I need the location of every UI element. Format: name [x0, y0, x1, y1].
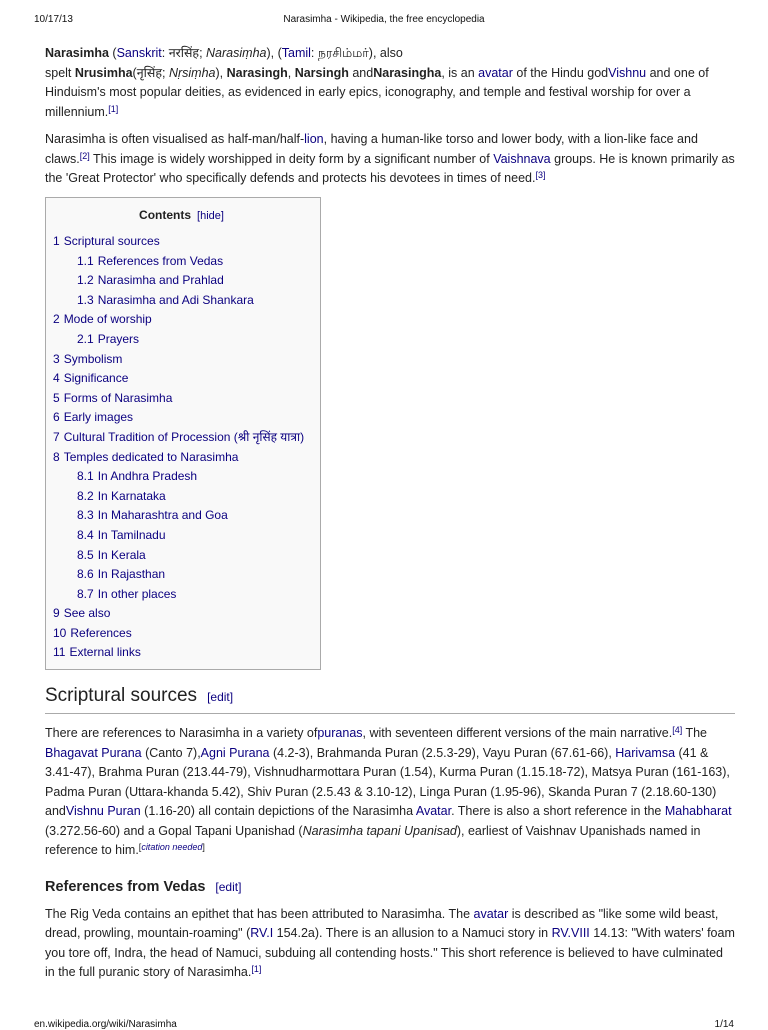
section-title: Scriptural sources — [45, 685, 198, 707]
toc-item[interactable] — [53, 506, 310, 526]
section-title: References from Vedas — [45, 878, 206, 895]
toc-number: 1 — [53, 234, 60, 248]
edit-section-link[interactable]: [edit] — [215, 879, 242, 894]
toc-link[interactable] — [77, 567, 165, 581]
toc-link[interactable] — [53, 234, 160, 248]
toc-number: 8.2 — [77, 488, 94, 503]
toc-label: In Tamilnadu — [97, 527, 166, 542]
toc-label: Prayers — [97, 331, 140, 346]
article-body — [45, 44, 735, 991]
paragraph-text: , with seventeen different versions of the main narrative. — [362, 726, 673, 741]
sanskrit-link[interactable]: Sanskrit — [116, 46, 162, 60]
toc-number: 1.2 — [77, 273, 94, 288]
toc-item[interactable] — [53, 271, 310, 291]
paragraph-text: (1.16-20) all contain depictions of the Narasimha — [140, 804, 416, 819]
paragraph-text: 154.2a). There is an allusion to a Namuci story in — [273, 926, 552, 941]
alt-name: Narasingh — [226, 65, 288, 80]
description-paragraph — [45, 130, 735, 189]
paragraph-text: (41 & 3.41-47), Brahma Puran (213.44-79), Vishnudharmottara Puran (1.54), Kurma Puran (1.15.18-72), Matsya Puran (161-163), Padma Puran (Uttara-khanda 5.42), Shiv Puran (2.5.43 & 3.10-12), Linga Puran (1.95-96), Skanda Puran 7 (2.18.60-130) and — [45, 745, 730, 819]
toc-number: 10 — [53, 625, 67, 640]
citation-link[interactable]: [1] — [251, 964, 262, 975]
alt-name: Narasingha — [373, 65, 442, 80]
harivamsa-link[interactable]: Harivamsa — [615, 745, 676, 760]
toc-item[interactable] — [53, 448, 310, 468]
toc-link[interactable] — [53, 410, 133, 424]
citation-link[interactable]: [2] — [79, 150, 90, 161]
rv-viii-link[interactable]: RV.VIII — [551, 926, 590, 941]
intro-paragraph: Narasimha (Sanskrit: नरसिंह; Narasiṃha), (Tamil: நரசிம்மர்), also spelt Nrusimha(नृसिंह; Nṛsiṃha), Narasingh, Narsingh andNarasingha, is an avatar of the Hindu godVishnu and one of Hinduism's most popular deities, as evidenced in early epics, iconography, and temple and festival worship for over a millennium.[1] — [45, 46, 709, 119]
paragraph-text: The Rig Veda contains an epithet that has been attributed to Narasimha. The — [45, 906, 474, 921]
mahabharat-link[interactable]: Mahabharat — [664, 804, 732, 819]
intro-text: , also — [372, 46, 403, 60]
toc-item[interactable] — [53, 546, 310, 566]
toc-label: In Karnataka — [97, 488, 166, 503]
toc-number: 7 — [53, 429, 60, 444]
lion-link[interactable]: lion — [304, 132, 324, 146]
edit-section-link[interactable]: [edit] — [207, 690, 234, 705]
tamil-link[interactable]: Tamil — [281, 46, 311, 60]
intro-text: one of Hinduism's most popular deities, as evidenced in early epics, iconography, and temple and festival worship for over a millennium. — [45, 65, 709, 119]
alt-name: Narsingh — [294, 65, 349, 80]
toc-link[interactable] — [77, 332, 139, 346]
paragraph-text: The — [682, 726, 708, 741]
section-heading-references-from-vedas — [45, 877, 735, 897]
page-number: 1/14 — [714, 1019, 734, 1030]
toc-link[interactable] — [77, 489, 166, 503]
puranas-link[interactable]: puranas — [317, 726, 363, 741]
toc-label: Scriptural sources — [63, 234, 160, 248]
toc-label: Narasimha and Prahlad — [97, 273, 224, 288]
toc-number: 8.6 — [77, 567, 94, 582]
toc-item[interactable] — [53, 330, 310, 350]
toc-link[interactable] — [53, 352, 122, 366]
toc-number: 1.3 — [77, 292, 94, 307]
toc-label: In Andhra Pradesh — [97, 469, 198, 484]
toc-item[interactable] — [53, 252, 310, 272]
toc-link[interactable] — [77, 254, 223, 268]
toc-label: In Maharashtra and Goa — [97, 508, 228, 523]
scriptural-sources-paragraph: There are references to Narasimha in a variety ofpuranas, with seventeen different versions of the main narrative.[4] The Bhagavat Purana (Canto 7),Agni Purana (4.2-3), Brahmanda Puran (2.5.3-29), Vayu Puran (67.61-66), Harivamsa (41 & 3.41-47), Brahma Puran (213.44-79), Vishnudharmottara Puran (1.54), Kurma Puran (1.15.18-72), Matsya Puran (161-163), Padma Puran (Uttara-khanda 5.42), Shiv Puran (2.5.43 & 3.10-12), Linga Puran (1.95-96), Skanda Puran 7 (2.18.60-130) andVishnu Puran (1.16-20) all contain depictions of the Narasimha Avatar. There is also a short reference in the Mahabharat (3.272.56-60) and a Gopal Tapani Upanishad (Narasimha tapani Upanisad), earliest of Vaishnav Upanishads named in reference to him.[citation needed] — [45, 725, 732, 858]
tamil-text: நரசிம்மர் — [317, 46, 369, 60]
toc-link[interactable] — [53, 606, 110, 620]
toc-item[interactable] — [53, 428, 310, 448]
toc-label: Mode of worship — [63, 312, 152, 327]
toc-item[interactable] — [53, 585, 310, 605]
paragraph-text: is described as "like some wild beast, dread, prowling, mountain-roaming" ( — [45, 906, 719, 941]
toc-label: Temples dedicated to Narasimha — [63, 449, 239, 464]
toc-item[interactable] — [53, 487, 310, 507]
toc-item[interactable] — [53, 369, 310, 389]
toc-number: 6 — [53, 410, 60, 425]
toc-item[interactable] — [53, 408, 310, 428]
toc-label: Forms of Narasimha — [63, 390, 173, 405]
toc-link[interactable] — [53, 371, 128, 385]
toc-title: Contents — [139, 207, 192, 222]
paragraph-text: 14.13: "With waters' foam you tore off, Indra, the head of Namuci, subduing all contending hosts." This short reference is believed to have culminated in the full puranic story of Narasimha. — [45, 926, 735, 980]
toc-link[interactable] — [53, 430, 304, 444]
toc-number: 5 — [53, 390, 60, 405]
toc-item[interactable] — [53, 624, 310, 644]
toc-label: In other places — [97, 586, 177, 601]
alt-name: Nrusimha — [74, 65, 133, 80]
toc-label: Symbolism — [63, 351, 123, 366]
bhagavat-purana-link[interactable]: Bhagavat Purana — [45, 745, 142, 760]
toc-number: 8.1 — [77, 469, 94, 484]
toc-link[interactable] — [53, 312, 152, 326]
toc-item[interactable] — [53, 565, 310, 585]
toc-number: 11 — [53, 645, 66, 660]
toc-item[interactable] — [53, 526, 310, 546]
upanishad-title: Narasimha tapani Upanisad — [302, 823, 457, 838]
toc-link[interactable] — [77, 587, 176, 601]
citation-link[interactable]: [1] — [108, 103, 119, 114]
toc-item[interactable] — [53, 389, 310, 409]
toc-header — [53, 206, 310, 227]
toc-label: In Rajasthan — [97, 567, 166, 582]
paragraph-text: Narasimha is often visualised as half-man/half- — [45, 132, 305, 146]
paragraph-text: . There is also a short reference in the — [451, 804, 665, 819]
section-heading-scriptural-sources — [45, 684, 735, 714]
toc-number: 4 — [53, 371, 60, 386]
toc-item[interactable] — [53, 467, 310, 487]
toc-number: 8 — [53, 449, 60, 464]
print-date: 10/17/13 — [34, 14, 73, 25]
vedas-paragraph — [45, 905, 735, 983]
alt-name-devanagari: नृसिंह — [136, 65, 162, 80]
toc-label: Significance — [63, 371, 129, 386]
toc-number: 9 — [53, 606, 60, 621]
paragraph-text: (4.2-3), Brahmanda Puran (2.5.3-29), Vayu Puran (67.61-66), — [269, 745, 616, 760]
toc-item[interactable] — [53, 291, 310, 311]
sanskrit-text: नरसिंह — [168, 46, 200, 60]
avatar-link[interactable]: avatar — [478, 65, 513, 80]
rv-i-link[interactable]: RV.I — [250, 926, 274, 941]
article-subject: Narasimha — [45, 46, 109, 60]
paragraph-text: There are references to Narasimha in a variety of — [45, 726, 318, 741]
toc-item[interactable] — [53, 643, 310, 663]
vishnu-link[interactable]: Vishnu — [608, 65, 647, 80]
print-url: en.wikipedia.org/wiki/Narasimha — [34, 1019, 177, 1030]
toc-item[interactable] — [53, 232, 310, 252]
toc-link[interactable] — [77, 469, 197, 483]
paragraph-text: ), earliest of Vaishnav Upanishads named in reference to him. — [45, 823, 701, 858]
toc-link[interactable] — [77, 508, 228, 522]
toc-label: Cultural Tradition of Procession (श्री नृसिंह यात्रा) — [63, 429, 305, 444]
paragraph-text: (3.272.56-60) and a Gopal Tapani Upanishad ( — [45, 823, 303, 838]
toc-link[interactable] — [53, 450, 238, 464]
toc-number: 8.3 — [77, 508, 94, 523]
toc-link[interactable] — [77, 528, 166, 542]
toc-link[interactable] — [77, 273, 224, 287]
toc-link[interactable] — [53, 626, 132, 640]
toc-link[interactable] — [77, 293, 254, 307]
toc-item[interactable] — [53, 310, 310, 330]
toc-number: 3 — [53, 351, 60, 366]
table-of-contents — [45, 197, 321, 671]
alt-name-translit: Nṛsiṃha — [168, 65, 216, 80]
toc-number: 8.7 — [77, 586, 94, 601]
toc-hide-toggle[interactable]: [hide] — [197, 209, 224, 222]
toc-list — [53, 232, 310, 663]
toc-number: 1.1 — [77, 253, 94, 268]
vaishnava-link[interactable]: Vaishnava — [493, 151, 551, 166]
paragraph-text: , having a human-like torso and lower body, with a lion-like face and claws. — [45, 132, 698, 166]
print-title: Narasimha - Wikipedia, the free encyclopedia — [283, 14, 485, 25]
citation-link[interactable]: [4] — [672, 725, 683, 736]
paragraph-text: This image is widely worshipped in deity form by a significant number of — [89, 151, 494, 166]
toc-number: 2 — [53, 312, 60, 327]
toc-number: 8.4 — [77, 527, 94, 542]
toc-label: See also — [63, 606, 111, 621]
paragraph-text: (Canto 7), — [141, 745, 201, 760]
toc-link[interactable] — [53, 391, 172, 405]
sanskrit-transliteration: Narasiṃha — [206, 46, 267, 60]
toc-item[interactable] — [53, 604, 310, 624]
toc-label: Narasimha and Adi Shankara — [97, 292, 254, 307]
avatar-link[interactable]: Avatar — [415, 804, 452, 819]
toc-label: References — [70, 625, 132, 640]
toc-link[interactable] — [77, 548, 146, 562]
citation-needed-link[interactable]: citation needed — [141, 842, 203, 853]
avatar-link[interactable]: avatar — [473, 906, 509, 921]
toc-label: External links — [69, 645, 141, 660]
toc-number: 8.5 — [77, 547, 94, 562]
toc-label: Early images — [63, 410, 134, 425]
agni-purana-link[interactable]: Agni Purana — [200, 745, 270, 760]
toc-label: References from Vedas — [97, 253, 224, 268]
toc-label: In Kerala — [97, 547, 146, 562]
toc-item[interactable] — [53, 350, 310, 370]
toc-number: 2.1 — [77, 331, 94, 346]
citation-link[interactable]: [3] — [535, 170, 546, 180]
toc-link[interactable] — [53, 645, 141, 659]
paragraph-text: groups. He is known primarily as the 'Great Protector' who specifically defends and protects his devotees in times of need. — [45, 151, 735, 185]
intro-text: spelt — [45, 65, 75, 80]
vishnu-puran-link[interactable]: Vishnu Puran — [65, 804, 141, 819]
